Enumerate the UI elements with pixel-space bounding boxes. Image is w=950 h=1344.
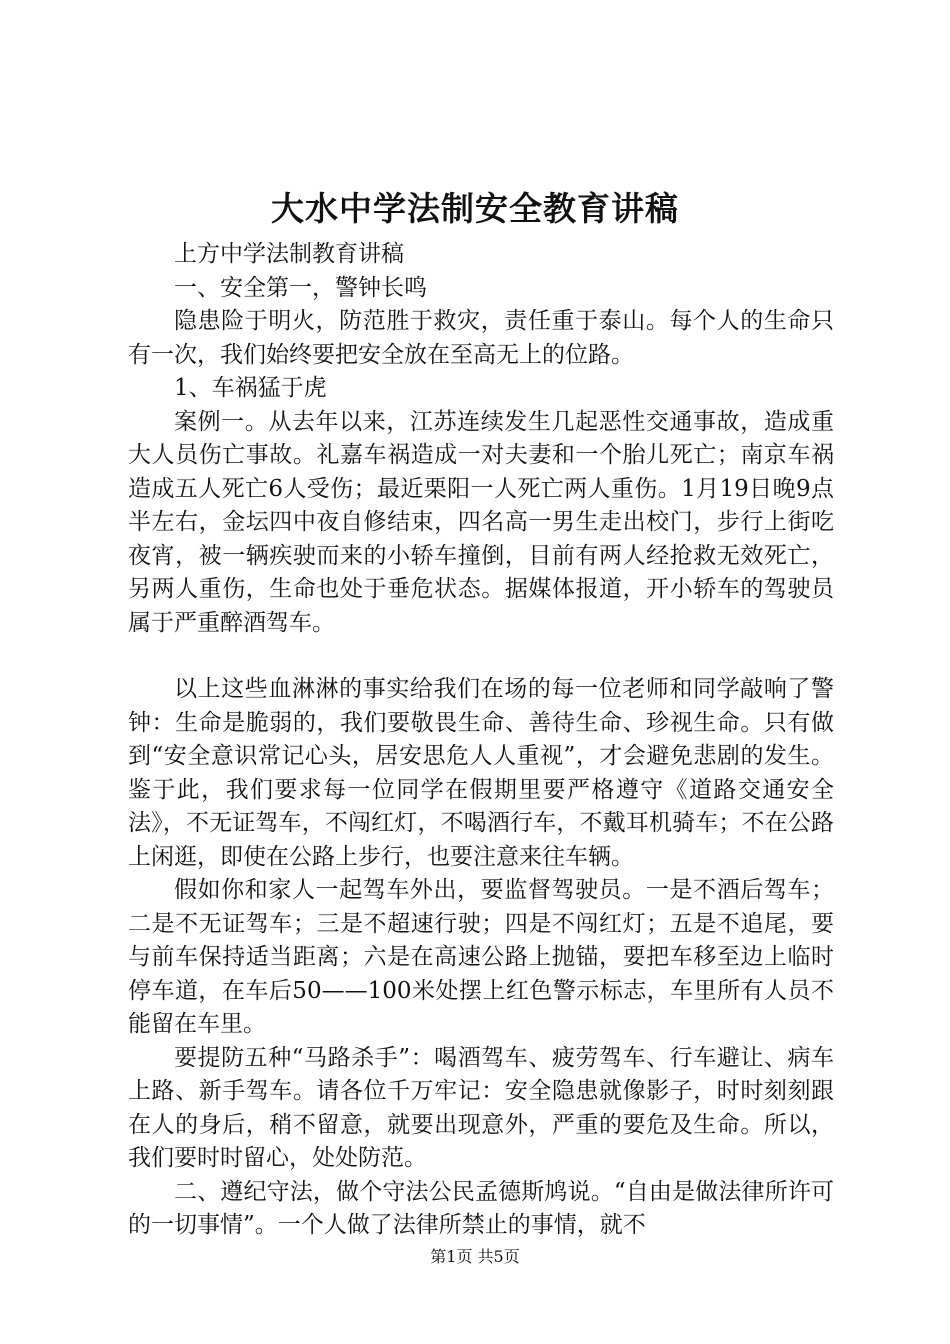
paragraph-subtitle: 上方中学法制教育讲稿: [174, 241, 404, 267]
paragraph-intro: 隐患险于明火，防范胜于救灾，责任重于泰山。每个人的生命只有一次，我们始终要把安全放在至高无上的位路。: [128, 308, 834, 368]
paragraph-driving-rules: 假如你和家人一起驾车外出，要监督驾驶员。一是不酒后驾车；二是不无证驾车；三是不超速行驶；四是不闯红灯；五是不追尾，要与前车保持适当距离；六是在高速公路上抛锚，要把车移至边上临时停车道，在车后50——100米处摆上红色警示标志，车里所有人员不能留在车里。: [128, 877, 834, 1037]
paragraph-section-heading-2: 二、遵纪守法，做个守法公民孟德斯鸠说。“自由是做法律所许可的一切事情”。一个人做了法律所禁止的事情，就不: [128, 1178, 834, 1238]
paragraph-section-heading-1: 一、安全第一，警钟长鸣: [174, 274, 427, 301]
document-body: [128, 238, 834, 1243]
paragraph-case-one: 案例一。从去年以来，江苏连续发生几起恶性交通事故，造成重大人员伤亡事故。礼嘉车祸造成一对夫妻和一个胎儿死亡；南京车祸造成五人死亡6人受伤；最近栗阳一人死亡两人重伤。1月19日晚9点半左右，金坛四中夜自修结束，四名高一男生走出校门，步行上街吃夜宵，被一辆疾驶而来的小轿车撞倒，目前有两人经抢救无效死亡，另两人重伤，生命也处于垂危状态。据媒体报道，开小轿车的驾驶员属于严重醉酒驾车。: [128, 408, 834, 636]
document-title: 大水中学法制安全教育讲稿: [271, 189, 679, 228]
paragraph-warning: 以上这些血淋淋的事实给我们在场的每一位老师和同学敲响了警钟：生命是脆弱的，我们要敬畏生命、善待生命、珍视生命。只有做到“安全意识常记心头，居安思危人人重视”，才会避免悲剧的发生。鉴于此，我们要求每一位同学在假期里要严格遵守《道路交通安全法》，不无证驾车，不闯红灯，不喝酒行车，不戴耳机骑车；不在公路上闲逛，即使在公路上步行，也要注意来往车辆。: [128, 676, 834, 870]
paragraph-subheading-1: 1、车祸猛于虎: [174, 375, 327, 401]
page-number-footer: 第1页 共5页: [430, 1247, 520, 1266]
paragraph-road-killers: 要提防五种“马路杀手”：喝酒驾车、疲劳驾车、行车避让、病车上路、新手驾车。请各位千万牢记：安全隐患就像影子，时时刻刻跟在人的身后，稍不留意，就要出现意外，严重的要危及生命。所以，我们要时时留心，处处防范。: [128, 1044, 834, 1171]
